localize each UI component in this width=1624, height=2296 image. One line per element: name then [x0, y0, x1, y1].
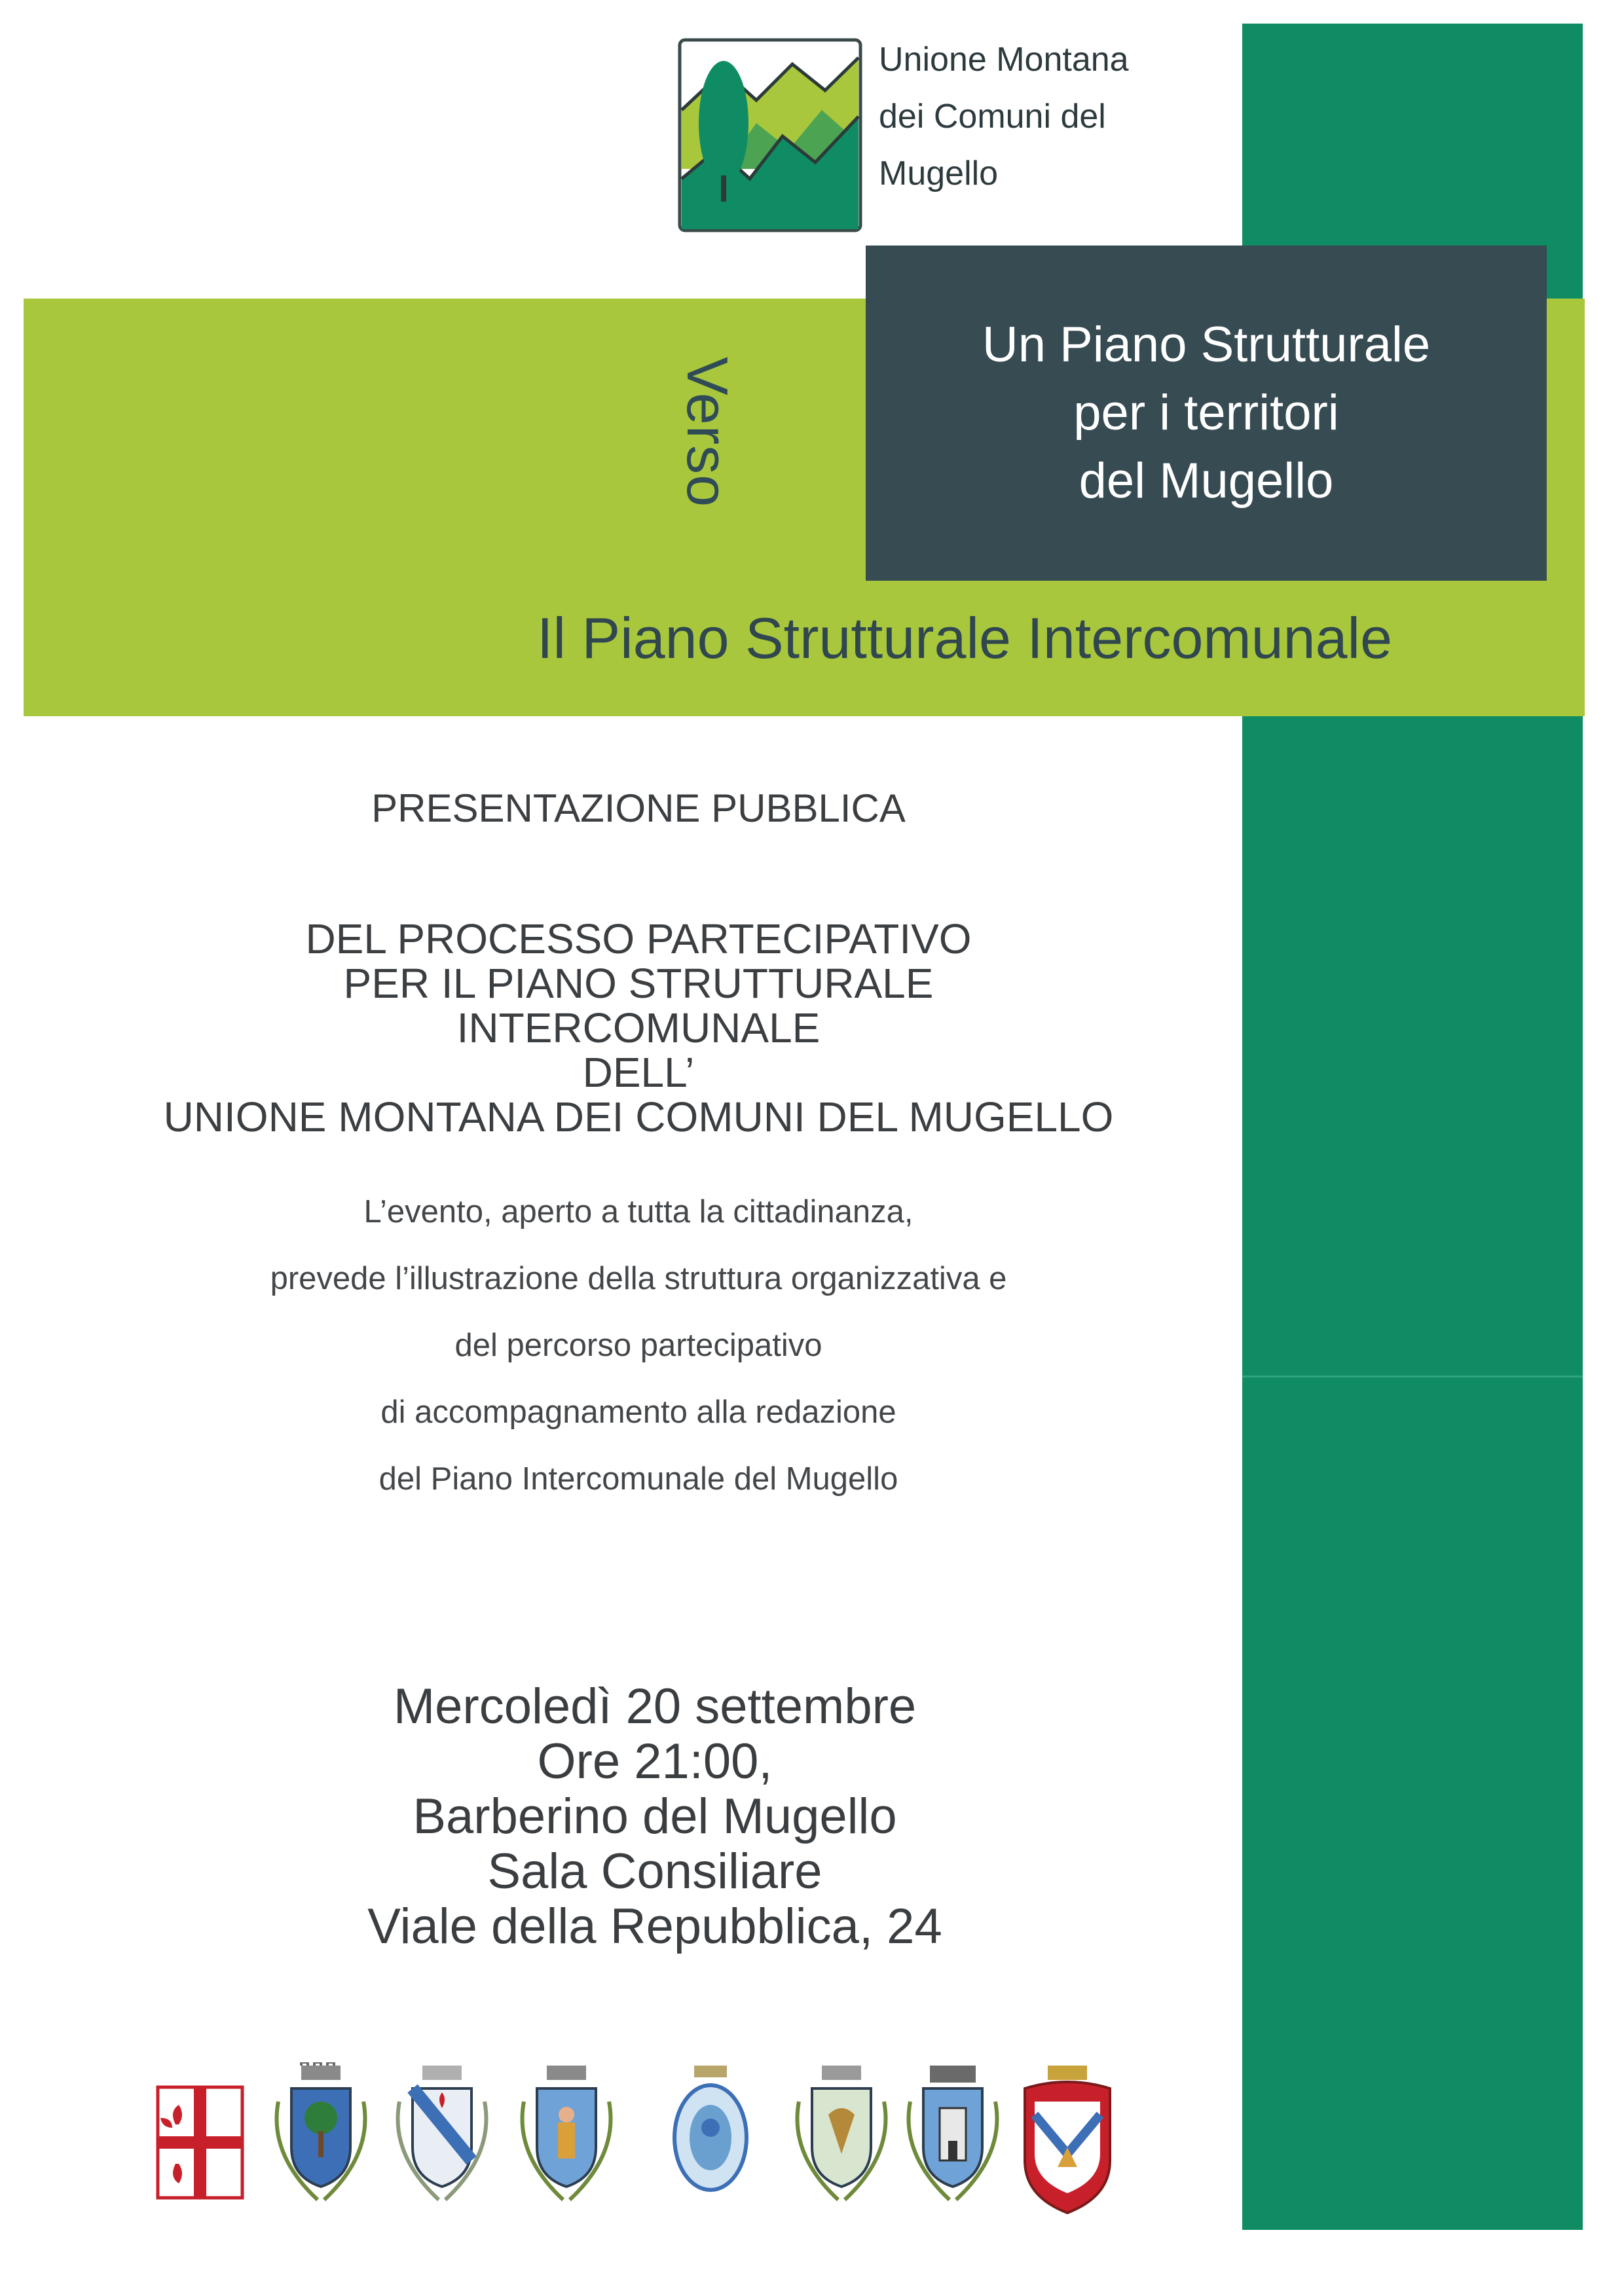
description-line-2: prevede l’illustrazione della struttura organizzativa e [270, 1261, 1007, 1296]
event-address: Viale della Repubblica, 24 [367, 1899, 942, 1954]
event-date: Mercoledì 20 settembre [393, 1679, 917, 1734]
logo-text [879, 31, 1187, 202]
title-line-1: Un Piano Strutturale [982, 317, 1431, 373]
process-line-3: INTERCOMUNALE [456, 1004, 821, 1051]
logo-line-1: Unione Montana [879, 41, 1129, 79]
event-description [85, 1178, 1192, 1512]
process-line-1: DEL PROCESSO PARTECIPATIVO [305, 915, 972, 962]
event-town: Barberino del Mugello [413, 1789, 897, 1844]
description-line-3: del percorso partecipativo [454, 1328, 822, 1363]
event-details [282, 1679, 1028, 1954]
title-line-3: del Mugello [1079, 453, 1334, 509]
title-box [866, 246, 1547, 581]
florence-lily-crest-icon [156, 2085, 244, 2200]
verso-rotated-label: Verso [675, 357, 740, 508]
event-venue: Sala Consiliare [487, 1844, 822, 1899]
mountain-crest-icon [1012, 2062, 1123, 2216]
description-line-4: di accompagnamento alla redazione [380, 1394, 896, 1430]
process-line-4: DELL’ [582, 1049, 695, 1096]
process-line-2: PER IL PIANO STRUTTURALE [343, 960, 934, 1007]
description-line-5: del Piano Intercomunale del Mugello [378, 1461, 898, 1497]
logo-line-2: dei Comuni del [879, 98, 1106, 136]
oval-portrait-crest-icon [655, 2062, 766, 2213]
subtitle: Il Piano Strutturale Intercomunale [537, 606, 1393, 670]
description-line-1: L’evento, aperto a tutta la cittadinanza, [363, 1194, 913, 1230]
tree-crest-icon [265, 2062, 377, 2213]
lily-shield-crest-icon [386, 2062, 498, 2213]
logo-line-3: Mugello [879, 155, 999, 192]
title-line-2: per i territori [1073, 385, 1339, 441]
presentation-heading: PRESENTAZIONE PUBBLICA [371, 786, 906, 830]
process-line-5: UNIONE MONTANA DEI COMUNI DEL MUGELLO [163, 1093, 1114, 1140]
event-time: Ore 21:00, [537, 1734, 773, 1789]
saint-crest-icon [511, 2062, 622, 2213]
process-heading [85, 917, 1192, 1139]
unione-montana-logo-icon [678, 38, 862, 232]
tower-crest-icon [897, 2062, 1008, 2213]
band-seam [1242, 1376, 1583, 1377]
lion-crest-icon [786, 2062, 897, 2213]
